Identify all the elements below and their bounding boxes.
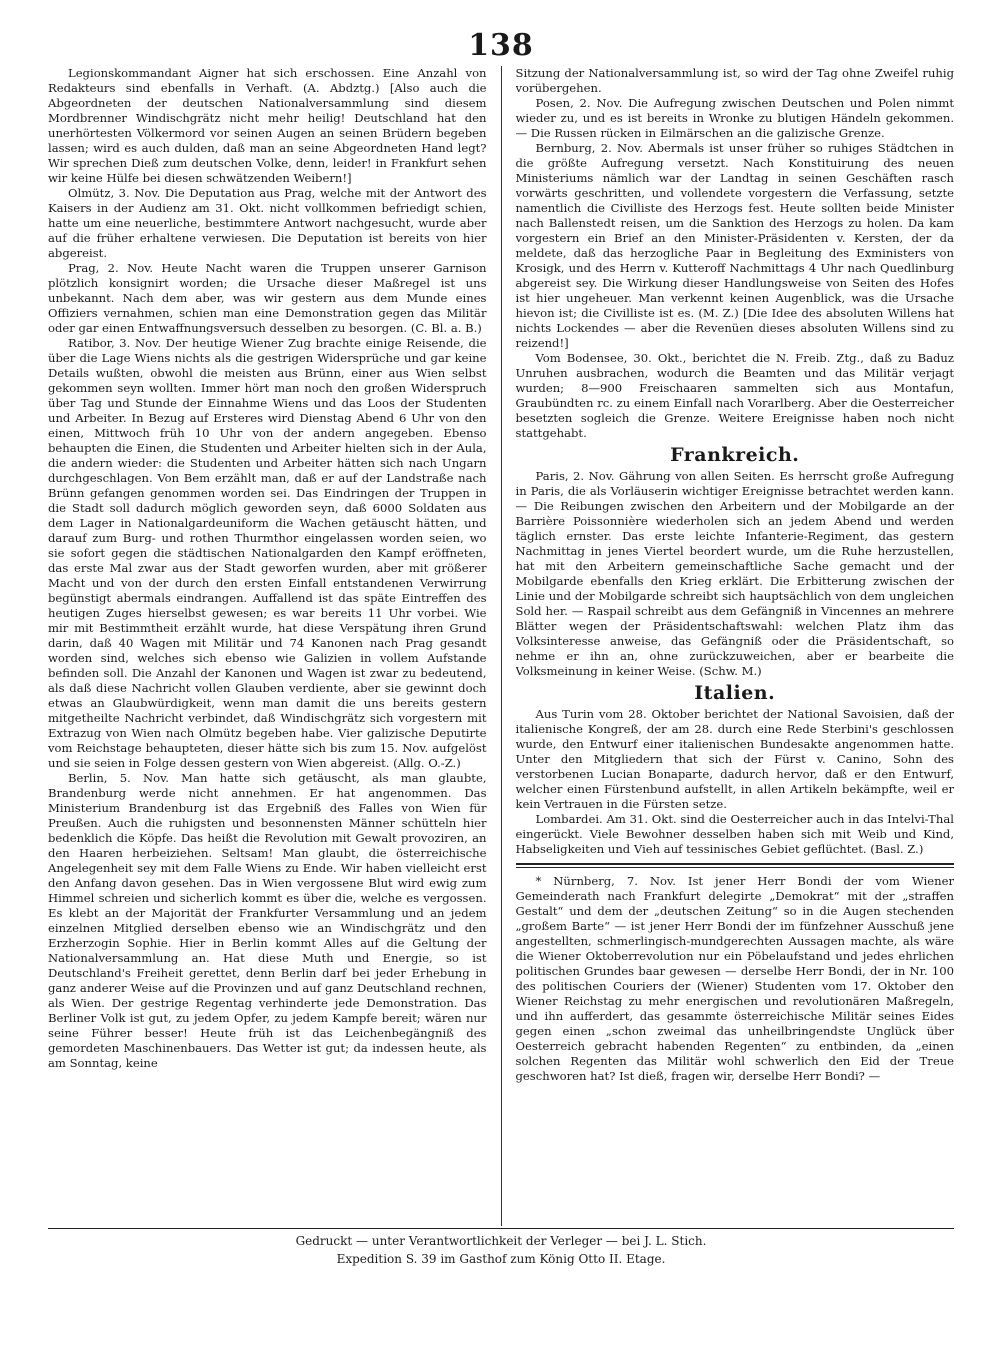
imprint-footer: [48, 1228, 954, 1268]
article-olmuetz: Olmütz, 3. Nov. Die Deputation aus Prag, welche mit der Antwort des Kaisers in der Audienz am 31. Okt. nicht vollkommen befriedigt schien, hatte um eine neuerliche, bestimmtere Antwort nachgesucht, wurde aber auf die früher erhaltene verwiesen. Die Deputation ist bereits von hier abgereist.: [48, 186, 487, 260]
article-berlin: Berlin, 5. Nov. Man hatte sich getäuscht, als man glaubte, Brandenburg werde nicht annehmen. Er hat angenommen. Das Ministerium Brandenburg ist das Ergebniß des Falles von Wien für Preußen. Auch die ruhigsten und besonnensten Männer schütteln hier bedenklich die Köpfe. Das heißt die Revolution mit Gewalt provoziren, an den Haaren herbeiziehen. Seltsam! Man glaubt, die österreichische Angelegenheit sey mit dem Falle Wiens zu Ende. Wir haben vielleicht erst den Anfang davon gesehen. Das in Wien vergossene Blut wird ewig zum Himmel schreien und sicherlich kommt es über die, welche es vergossen. Es klebt an der Majorität der Frankfurter Versammlung und an jedem einzelnen Mitglied derselben ebenso wie an Windischgrätz und den Erzherzogin Sophie. Hier in Berlin kommt Alles auf die Geltung der Nationalversammlung an. Hat diese Muth und Energie, so ist Deutschland's Freiheit gerettet, denn Berlin darf bei jeder Erhebung in ganz anderer Weise auf die Provinzen und auf ganz Deutschland rechnen, als Wien. Der gestrige Regentag verhinderte jede Demonstration. Das Berliner Volk ist gut, zu jedem Opfer, zu jedem Kampfe bereit; wären nur seine Führer besser! Heute früh ist das Leichenbegängniß des gemordeten Maschinenbauers. Das Wetter ist gut; da indessen heute, als am Sonntag, keine: [48, 771, 487, 1070]
imprint-expedition: Expedition S. 39 im Gasthof zum König Otto II. Etage.: [336, 1252, 666, 1266]
text-columns: [48, 66, 954, 1226]
article-posen: Posen, 2. Nov. Die Aufregung zwischen Deutschen und Polen nimmt wieder zu, und es ist bereits in Wronke zu blutigen Händeln gekommen. — Die Russen rücken in Eilmärschen an die galizische Grenze.: [515, 96, 955, 140]
article-prag: Prag, 2. Nov. Heute Nacht waren die Truppen unserer Garnison plötzlich konsignirt worden; die Ursache dieser Maßregel ist uns unbekannt. Nach dem aber, was wir gestern aus dem Munde eines Offiziers vernahmen, schien man eine Demonstration gegen das Militär oder gar einen Entwaffnungsversuch desselben zu besorgen. (C. Bl. a. B.): [48, 261, 487, 335]
page-number: 138: [468, 28, 534, 63]
article-turin: Aus Turin vom 28. Oktober berichtet der National Savoisien, daß der italienische Kongreß, der am 28. durch eine Rede Sterbini's geschlossen wurde, den Entwurf einer italienischen Bundesakte angenommen hatte. Unter den Mitgliedern that sich der Fürst v. Canino, Sohn des verstorbenen Lucian Bonaparte, dadurch hervor, daß er den Entwurf, welcher einen Fürstenbund aufstellt, in allen Artikeln bekämpfte, weil er kein Vertrauen in die Fürsten setze.: [515, 707, 955, 811]
right-column: [516, 66, 955, 1226]
article-lombardei: Lombardei. Am 31. Okt. sind die Oesterreicher auch in das Intelvi-Thal eingerückt. Viele Bewohner desselben haben sich mit Weib und Kind, Habseligkeiten und Vieh auf tessinisches Gebiet geflüchtet. (Basl. Z.): [515, 812, 955, 856]
section-heading-france: Frankreich.: [670, 444, 800, 466]
article-nuernberg: * Nürnberg, 7. Nov. Ist jener Herr Bondi der vom Wiener Gemeinderath nach Frankfurt delegirte „Demokrat“ mit der „straffen Gestalt“ und dem der „deutschen Zeitung“ so in die Augen stechenden „großem Barte“ — ist jener Herr Bondi der im fünfzehner Ausschuß jene angestellten, schmerlingisch-mundgerechten Aussagen machte, als wäre die Wiener Oktoberrevolution nur ein Pöbelaufstand und jedes ehrlichen politischen Grundes baar gewesen — derselbe Herr Bondi, der in Nr. 100 des politischen Couriers der (Wiener) Studenten vom 17. Oktober den Wiener Reichstag zu mehr energischen und revolutionären Maßregeln, und ihn aufferdert, das gesammte österreichische Militär seines Eides gegen einen „schon zweimal das unheilbringendste Unglück über Oesterreich gebracht habenden Regenten“ zu entbinden, da „einen solchen Regenten das Militär wohl schwerlich den Eid der Treue geschworen hat? Ist dieß, fragen wir, derselbe Herr Bondi? —: [515, 874, 955, 1083]
article-paragraph: Legionskommandant Aigner hat sich erschossen. Eine Anzahl von Redakteurs sind ebenfalls in Verhaft. (A. Abdztg.) [Also auch die Abgeordneten der deutschen Nationalversammlung sind diesem Mordbrenner Windischgrätz nicht mehr heilig! Deutschland hat den unerhörtesten Völkermord vor seinen Augen an seinen Brüdern begeben lassen; wird es auch dulden, daß man an seine Abgeordneten Hand legt? Wir sprechen Dieß zum deutschen Volke, denn, leider! in Frankfurt sehen wir keine Hülfe bei diesen schwätzenden Weibern!]: [48, 66, 487, 185]
article-paris: Paris, 2. Nov. Gährung von allen Seiten. Es herrscht große Aufregung in Paris, die als Vorläuserin wichtiger Ereignisse betrachtet werden kann. — Die Reibungen zwischen den Arbeitern und der Mobilgarde an der Barrière Poissonnière wiederholen sich an jedem Abend und werden täglich ernster. Das erste leichte Infanterie-Regiment, das gestern Nachmittag in jenes Viertel beordert wurde, um die Ruhe herzustellen, hat mit den Arbeitern gemeinschaftliche Sache gemacht und der Mobilgarde ebenfalls den Krieg erklärt. Die Erbitterung zwischen der Linie und der Mobilgarde schreibt sich hauptsächlich von dem ungleichen Sold her. — Raspail schreibt aus dem Gefängniß in Vincennes an mehrere Blätter wegen der Präsidentschaftswahl: welchen Platz ihm das Volksinteresse anweise, das Gefängniß oder die Präsidentschaft, so nehme er ihn an, ohne zurückzuweichen, aber er bearbeite die Volksmeinung in keiner Weise. (Schw. M.): [515, 469, 955, 678]
article-continuation: Sitzung der Nationalversammlung ist, so wird der Tag ohne Zweifel ruhig vorübergehen.: [515, 66, 955, 95]
article-ratibor: Ratibor, 3. Nov. Der heutige Wiener Zug brachte einige Reisende, die über die Lage Wiens nichts als die gestrigen Widersprüche und gar keine Details wußten, obwohl die meisten aus Brünn, einer aus Wien selbst gekommen seyn wollten. Immer hört man noch den großen Widerspruch über Tag und Stunde der Einnahme Wiens und das Loos der Studenten und Arbeiter. In Bezug auf Ersteres wird Dienstag Abend 6 Uhr von den einen, Mittwoch früh 10 Uhr von der andern angegeben. Ebenso behaupten die Einen, die Studenten und Arbeiter hielten sich in der Aula, die andern wieder: die Studenten und Arbeiter hätten sich nach Ungarn durchgeschlagen. Von Bem erzählt man, daß er auf der Landstraße nach Brünn gefangen genommen worden sei. Das Eindringen der Truppen in die Stadt soll dadurch möglich geworden seyn, daß 6000 Soldaten aus dem Lager in Nationalgardeuniform die Wachen getäuscht hätten, und darauf zum Burg- und rothen Thurmthor eingelassen worden seien, wo sie sofort gegen die städtischen Nationalgarden den Kampf eröffneten, das erste Mal zwar aus der Stadt geworfen wurden, aber mit größerer Macht und von der durch den ersten Einfall entstandenen Verwirrung begünstigt abermals eindrangen. Auffallend ist das späte Eintreffen des heutigen Zuges hierselbst gewesen; es war bereits 11 Uhr vorbei. Wie mir mit Bestimmtheit erzählt wurde, hat diese Verspätung ihren Grund darin, daß 40 Wagen mit Militär und 74 Kanonen nach Prag gesandt worden sind, welches sich ebenso wie Galizien in vollem Aufstande befinden soll. Die Anzahl der Kanonen und Wagen ist zwar zu bedeutend, als daß diese Nachricht vollen Glauben verdiente, aber sie gewinnt doch etwas an Glaubwürdigkeit, wenn man damit die uns bereits gestern mitgetheilte Nachricht verbindet, daß Windischgrätz sich vorgestern mit Extrazug von Wien nach Olmütz begeben habe. Vier galizische Deputirte vom Reichstage behaupteten, dieser hätte sich bis zum 15. Nov. aufgelöst und sie seien in Folge dessen gestern von Wien abgereist. (Allg. O.-Z.): [48, 336, 487, 770]
article-bernburg: Bernburg, 2. Nov. Abermals ist unser früher so ruhiges Städtchen in die größte Aufregung versetzt. Nach Konstituirung des neuen Ministeriums nämlich war der Landtag in seinen Geschäften rasch vorwärts geschritten, und vollendete vorgestern die Verfassung, setzte namentlich die Civilliste des Herzogs fest. Heute sollten beide Minister nach Ballenstedt reisen, um die Sanktion des Herzogs zu holen. Da kam vorgestern ein Brief an den Minister-Präsidenten v. Kersten, der da meldete, daß das herzogliche Paar in Begleitung des Exministers von Krosigk, und des Herrn v. Kutteroff Nachmittags 4 Uhr nach Quedlinburg abgereist sey. Die Wirkung dieser Handlungsweise von Seiten des Hofes ist hier ungeheuer. Man verkennt keinen Augenblick, was die Ursache hievon ist; die Civilliste ist es. (M. Z.) [Die Idee des absoluten Willens hat nichts Lockendes — aber die Revenüen dieses absoluten Willens sind zu reizend!]: [515, 141, 955, 350]
article-bodensee: Vom Bodensee, 30. Okt., berichtet die N. Freib. Ztg., daß zu Baduz Unruhen ausbrachen, wodurch die Beamten und das Militär verjagt wurden; 8—900 Freischaaren sammelten sich aus Montafun, Graubündten rc. zu einem Einfall nach Vorarlberg. Aber die Oesterreicher besetzten sogleich die Grenze. Weitere Ereignisse haben noch nicht stattgehabt.: [515, 351, 955, 440]
column-divider: [501, 66, 502, 1226]
section-heading-italy: Italien.: [694, 682, 776, 704]
section-rule: [516, 863, 955, 868]
left-column: [48, 66, 487, 1226]
imprint-printer: Gedruckt — unter Verantwortlichkeit der Verleger — bei J. L. Stich.: [295, 1234, 707, 1248]
